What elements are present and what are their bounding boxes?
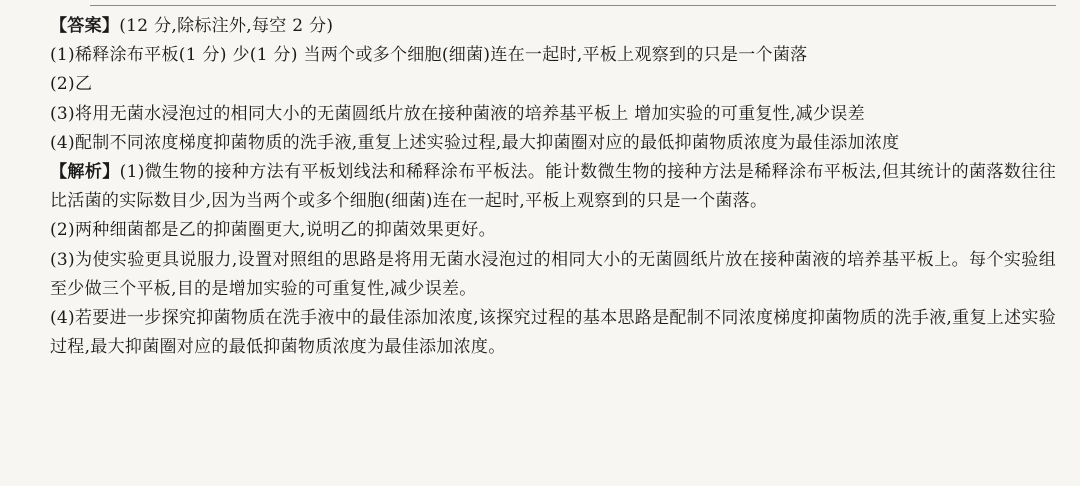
analysis-item-4: (4)若要进一步探究抑菌物质在洗手液中的最佳添加浓度,该探究过程的基本思路是配制不同浓度梯度抑菌物质的洗手液,重复上述实验过程,最大抑菌圈对应的最低抑菌物质浓度为最佳添加浓度。 [50, 308, 1056, 358]
analysis-item-3: (3)为使实验更具说服力,设置对照组的思路是将用无菌水浸泡过的相同大小的无菌圆纸片放在接种菌液的培养基平板上。每个实验组至少做三个平板,目的是增加实验的可重复性,减少误差。 [50, 249, 1056, 299]
analysis-item-1-text: (1)微生物的接种方法有平板划线法和稀释涂布平板法。能计数微生物的接种方法是稀释涂布平板法,但其统计的菌落数往往比活菌的实际数目少,因为当两个或多个细胞(细菌)连在一起时,平板上观察到的只是一个菌落。 [50, 162, 1057, 212]
analysis-item-1 [50, 158, 1056, 216]
analysis-label: 【解析】 [50, 162, 120, 183]
answer-label: 【答案】 [50, 16, 120, 36]
answer-item-1: (1)稀释涂布平板(1 分) 少(1 分) 当两个或多个细胞(细菌)连在一起时,平板上观察到的只是一个菌落 [50, 45, 808, 66]
top-rule [90, 5, 1056, 6]
score-note: (12 分,除标注外,每空 2 分) [119, 16, 334, 36]
answer-item-4: (4)配制不同浓度梯度抑菌物质的洗手液,重复上述实验过程,最大抑菌圈对应的最低抑菌物质浓度为最佳添加浓度 [50, 132, 900, 153]
answer-header [50, 12, 1056, 41]
answer-item-2: (2)乙 [50, 74, 93, 95]
analysis-item-2: (2)两种细菌都是乙的抑菌圈更大,说明乙的抑菌效果更好。 [50, 220, 496, 241]
answer-explanation-content [50, 12, 1056, 362]
answer-item-3: (3)将用无菌水浸泡过的相同大小的无菌圆纸片放在接种菌液的培养基平板上 增加实验的可重复性,减少误差 [50, 103, 865, 124]
